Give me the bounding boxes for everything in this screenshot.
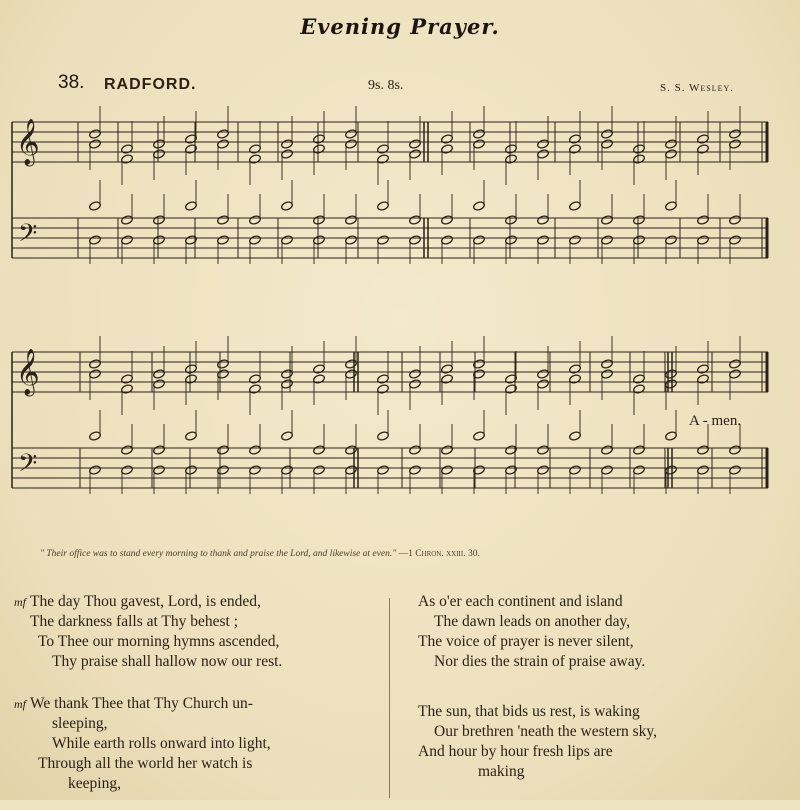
- note-head: [633, 374, 646, 385]
- note-head: [377, 144, 390, 155]
- note-head: [633, 445, 646, 456]
- note-head: [441, 445, 454, 456]
- note-head: [121, 144, 134, 155]
- note-head: [217, 359, 230, 370]
- dynamic-marking: mf: [14, 595, 26, 609]
- stanza-line: As o'er each continent and island: [418, 593, 623, 610]
- stanza-line: And hour by hour fresh lips are: [418, 743, 613, 760]
- note-head: [281, 149, 294, 160]
- note-head: [153, 149, 166, 160]
- note-head: [473, 431, 486, 442]
- note-head: [569, 201, 582, 212]
- note-head: [217, 215, 230, 226]
- note-head: [281, 431, 294, 442]
- note-head: [441, 144, 454, 155]
- stanza-3: [418, 592, 788, 672]
- note-head: [569, 235, 582, 246]
- note-head: [697, 235, 710, 246]
- note-head: [249, 384, 262, 395]
- music-score: [0, 100, 800, 540]
- note-head: [409, 369, 422, 380]
- note-head: [281, 465, 294, 476]
- note-head: [537, 149, 550, 160]
- note-head: [409, 149, 422, 160]
- note-head: [249, 235, 262, 246]
- note-head: [505, 144, 518, 155]
- stanza-line: While earth rolls onward into light,: [52, 735, 271, 752]
- note-head: [345, 445, 358, 456]
- note-head: [313, 364, 326, 375]
- stanza-2: [14, 694, 386, 794]
- note-head: [729, 129, 742, 140]
- note-head: [217, 235, 230, 246]
- note-head: [441, 235, 454, 246]
- bass-clef-icon: 𝄢: [18, 449, 38, 484]
- note-head: [537, 369, 550, 380]
- note-head: [377, 431, 390, 442]
- note-head: [89, 465, 102, 476]
- composer: S. S. Wesley.: [660, 82, 735, 94]
- dynamic-marking: mf: [14, 697, 26, 711]
- epigraph-source: —1 Chron. xxiii. 30.: [398, 549, 480, 559]
- stanza-4: [418, 702, 788, 782]
- stanza-line: To Thee our morning hymns ascended,: [38, 633, 280, 650]
- note-head: [729, 235, 742, 246]
- note-head: [697, 364, 710, 375]
- note-head: [89, 431, 102, 442]
- note-head: [601, 369, 614, 380]
- note-head: [537, 445, 550, 456]
- stanza-line: keeping,: [68, 775, 121, 792]
- note-head: [153, 235, 166, 246]
- treble-clef-icon: 𝄞: [16, 349, 40, 395]
- note-head: [569, 144, 582, 155]
- note-head: [345, 215, 358, 226]
- note-head: [121, 235, 134, 246]
- note-head: [121, 384, 134, 395]
- note-head: [377, 465, 390, 476]
- stanza-line: The day Thou gavest, Lord, is ended,: [30, 593, 261, 610]
- note-head: [249, 215, 262, 226]
- note-head: [249, 465, 262, 476]
- note-head: [537, 235, 550, 246]
- page-header-title: Evening Prayer.: [300, 14, 500, 39]
- note-head: [313, 215, 326, 226]
- note-head: [729, 139, 742, 150]
- note-head: [345, 129, 358, 140]
- column-divider: [389, 598, 390, 798]
- tune-name: RADFORD.: [104, 76, 197, 93]
- note-head: [441, 364, 454, 375]
- note-head: [153, 369, 166, 380]
- note-head: [409, 215, 422, 226]
- note-head: [729, 215, 742, 226]
- stanza-line: The darkness falls at Thy behest ;: [30, 613, 239, 630]
- note-head: [569, 465, 582, 476]
- note-head: [121, 154, 134, 165]
- note-head: [377, 235, 390, 246]
- note-head: [345, 359, 358, 370]
- note-head: [185, 201, 198, 212]
- note-head: [89, 369, 102, 380]
- note-head: [601, 445, 614, 456]
- note-head: [345, 465, 358, 476]
- note-head: [441, 374, 454, 385]
- note-head: [409, 445, 422, 456]
- note-head: [569, 431, 582, 442]
- note-head: [153, 465, 166, 476]
- note-head: [473, 139, 486, 150]
- note-head: [633, 235, 646, 246]
- note-head: [633, 384, 646, 395]
- note-head: [697, 144, 710, 155]
- note-head: [409, 235, 422, 246]
- note-head: [665, 235, 678, 246]
- epigraph: [40, 549, 780, 559]
- note-head: [729, 369, 742, 380]
- note-head: [697, 465, 710, 476]
- note-head: [249, 374, 262, 385]
- note-head: [313, 465, 326, 476]
- note-head: [441, 215, 454, 226]
- note-head: [537, 139, 550, 150]
- amen-lyric: A - men.: [689, 413, 742, 429]
- note-head: [601, 215, 614, 226]
- note-head: [633, 215, 646, 226]
- note-head: [313, 144, 326, 155]
- note-head: [665, 149, 678, 160]
- note-head: [377, 384, 390, 395]
- note-head: [729, 359, 742, 370]
- note-head: [185, 431, 198, 442]
- note-head: [281, 139, 294, 150]
- note-head: [345, 235, 358, 246]
- hymn-number: 38.: [58, 72, 85, 93]
- note-head: [153, 215, 166, 226]
- note-head: [313, 235, 326, 246]
- epigraph-quote: " Their office was to stand every morning to thank and praise the Lord, and likewise at even.": [40, 549, 397, 559]
- note-head: [89, 235, 102, 246]
- note-head: [249, 445, 262, 456]
- note-head: [697, 374, 710, 385]
- note-head: [281, 369, 294, 380]
- note-head: [505, 235, 518, 246]
- note-head: [441, 134, 454, 145]
- note-head: [409, 379, 422, 390]
- note-head: [729, 445, 742, 456]
- note-head: [505, 215, 518, 226]
- note-head: [665, 465, 678, 476]
- note-head: [697, 134, 710, 145]
- note-head: [345, 139, 358, 150]
- stanza-line: The sun, that bids us rest, is waking: [418, 703, 640, 720]
- note-head: [601, 139, 614, 150]
- stanza-line: Thy praise shall hallow now our rest.: [52, 653, 283, 670]
- note-head: [729, 465, 742, 476]
- note-head: [281, 235, 294, 246]
- note-head: [121, 215, 134, 226]
- stanza-1: [14, 592, 386, 672]
- note-head: [505, 154, 518, 165]
- note-head: [633, 465, 646, 476]
- note-head: [249, 154, 262, 165]
- note-head: [217, 129, 230, 140]
- note-head: [153, 445, 166, 456]
- note-head: [601, 235, 614, 246]
- note-head: [345, 369, 358, 380]
- note-head: [569, 134, 582, 145]
- note-head: [697, 215, 710, 226]
- note-head: [665, 431, 678, 442]
- note-head: [665, 369, 678, 380]
- note-head: [153, 139, 166, 150]
- note-head: [89, 129, 102, 140]
- note-head: [633, 154, 646, 165]
- note-head: [377, 201, 390, 212]
- note-head: [633, 144, 646, 155]
- note-head: [313, 134, 326, 145]
- note-head: [409, 139, 422, 150]
- note-head: [281, 201, 294, 212]
- note-head: [217, 369, 230, 380]
- stanza-line: sleeping,: [52, 715, 108, 732]
- note-head: [473, 129, 486, 140]
- note-head: [121, 465, 134, 476]
- note-head: [537, 379, 550, 390]
- note-head: [601, 465, 614, 476]
- bass-clef-icon: 𝄢: [18, 219, 38, 254]
- note-head: [185, 364, 198, 375]
- note-head: [601, 359, 614, 370]
- note-head: [89, 359, 102, 370]
- note-head: [89, 139, 102, 150]
- note-head: [697, 445, 710, 456]
- note-head: [217, 445, 230, 456]
- note-head: [121, 374, 134, 385]
- note-head: [89, 201, 102, 212]
- stanza-line: Through all the world her watch is: [38, 755, 253, 772]
- stanza-line: making: [478, 763, 525, 780]
- stanza-line: Nor dies the strain of praise away.: [434, 653, 646, 670]
- note-head: [569, 364, 582, 375]
- note-head: [473, 201, 486, 212]
- stanza-line: We thank Thee that Thy Church un-: [30, 695, 253, 712]
- note-head: [313, 445, 326, 456]
- note-head: [153, 379, 166, 390]
- note-head: [377, 374, 390, 385]
- note-head: [537, 215, 550, 226]
- note-head: [313, 374, 326, 385]
- stanza-line: The dawn leads on another day,: [434, 613, 631, 630]
- note-head: [569, 374, 582, 385]
- stanza-line: The voice of prayer is never silent,: [418, 633, 634, 650]
- treble-clef-icon: 𝄞: [16, 119, 40, 165]
- note-head: [281, 379, 294, 390]
- note-head: [217, 139, 230, 150]
- stanza-line: Our brethren 'neath the western sky,: [434, 723, 658, 740]
- note-head: [409, 465, 422, 476]
- note-head: [121, 445, 134, 456]
- hymn-text-right-column: [418, 592, 788, 798]
- note-head: [665, 139, 678, 150]
- note-head: [665, 379, 678, 390]
- note-head: [249, 144, 262, 155]
- note-head: [377, 154, 390, 165]
- note-head: [473, 235, 486, 246]
- note-head: [441, 465, 454, 476]
- note-head: [185, 374, 198, 385]
- note-head: [537, 465, 550, 476]
- note-head: [217, 465, 230, 476]
- note-head: [601, 129, 614, 140]
- note-head: [665, 201, 678, 212]
- meter: 9s. 8s.: [368, 78, 404, 93]
- note-head: [185, 465, 198, 476]
- hymn-text-left-column: [14, 592, 386, 810]
